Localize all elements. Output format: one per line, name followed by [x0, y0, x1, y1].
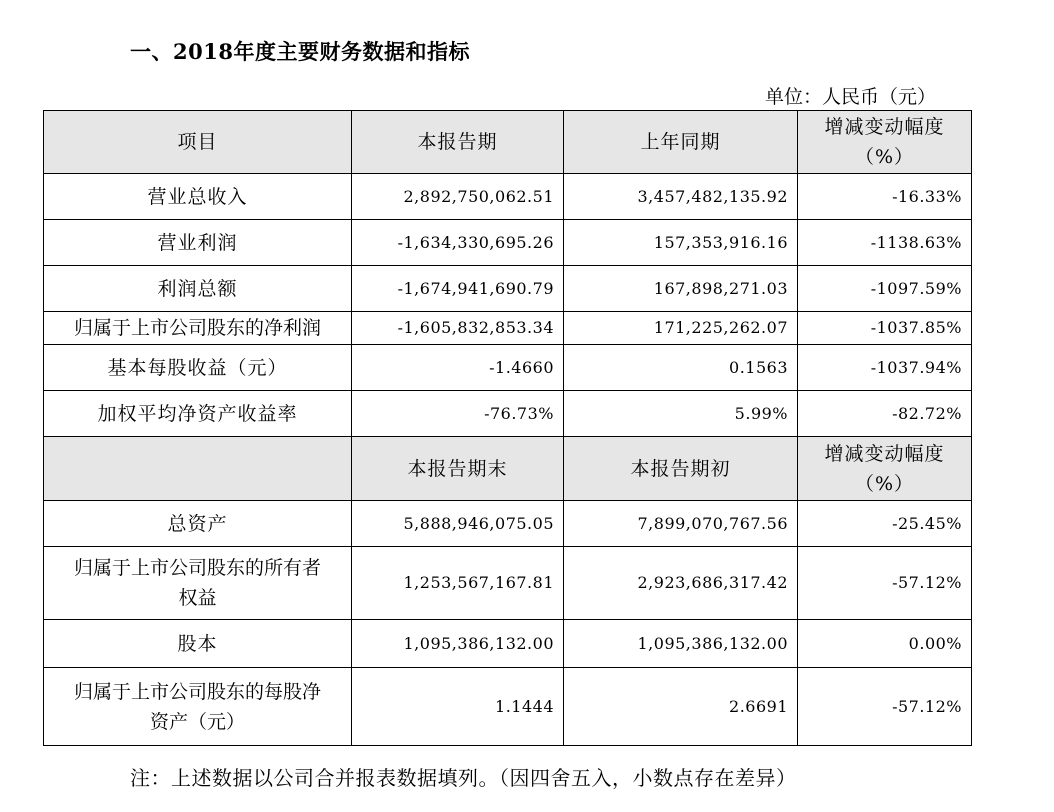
current-value: -1.4660: [352, 345, 564, 391]
current-value: -1,634,330,695.26: [352, 220, 564, 266]
row-label: 利润总额: [44, 266, 352, 312]
row-label-line1: 归属于上市公司股东的每股净: [73, 680, 321, 703]
current-value: 2,892,750,062.51: [352, 174, 564, 220]
row-label: 加权平均净资产收益率: [44, 391, 352, 437]
prior-value: 3,457,482,135.92: [564, 174, 798, 220]
prior-value: 0.1563: [564, 345, 798, 391]
row-label: [44, 668, 352, 746]
current-value: 1,095,386,132.00: [352, 620, 564, 668]
current-value: -1,605,832,853.34: [352, 312, 564, 345]
prior-value: 7,899,070,767.56: [564, 501, 798, 547]
table-row: [44, 312, 972, 345]
row-label: 基本每股收益（元）: [44, 345, 352, 391]
row-label-line1: 股本: [177, 632, 218, 655]
table-row: [44, 220, 972, 266]
section-heading: 一、2018年度主要财务数据和指标: [130, 39, 470, 64]
change-value: -16.33%: [798, 174, 972, 220]
header-change: [798, 437, 972, 501]
header-item: 项目: [44, 111, 352, 174]
prior-value: 2.6691: [564, 668, 798, 746]
row-label-line2: 资产（元）: [149, 710, 245, 733]
change-value: -82.72%: [798, 391, 972, 437]
row-label-line1: 归属于上市公司股东的所有者: [73, 557, 321, 579]
header-prior-period: 上年同期: [564, 111, 798, 174]
change-value: -1097.59%: [798, 266, 972, 312]
table-row: [44, 266, 972, 312]
table-row: [44, 345, 972, 391]
row-label: [44, 620, 352, 668]
footnote: 注：上述数据以公司合并报表数据填列。（因四舍五入，小数点存在差异）: [130, 766, 797, 790]
change-value: -1037.85%: [798, 312, 972, 345]
table-row: [44, 174, 972, 220]
table-header-row: [44, 111, 972, 174]
row-label-line1: 总资产: [167, 512, 228, 535]
header-change-line2: （%）: [854, 146, 915, 168]
header-period-end: 本报告期末: [352, 437, 564, 501]
prior-value: 157,353,916.16: [564, 220, 798, 266]
change-value: -57.12%: [798, 547, 972, 620]
prior-value: 171,225,262.07: [564, 312, 798, 345]
currency-unit: 单位：人民币（元）: [764, 86, 936, 108]
header-change: [798, 111, 972, 174]
row-label: [44, 547, 352, 620]
table-header-row: [44, 437, 972, 501]
change-value: -25.45%: [798, 501, 972, 547]
header-change-line2: （%）: [854, 472, 915, 495]
change-value: 0.00%: [798, 620, 972, 668]
current-value: -76.73%: [352, 391, 564, 437]
prior-value: 167,898,271.03: [564, 266, 798, 312]
row-label: [44, 501, 352, 547]
row-label: 归属于上市公司股东的净利润: [44, 312, 352, 345]
table-row: [44, 668, 972, 746]
current-value: 1,253,567,167.81: [352, 547, 564, 620]
current-value: 5,888,946,075.05: [352, 501, 564, 547]
header-period-start: 本报告期初: [564, 437, 798, 501]
financial-data-table: [43, 110, 972, 746]
table-row: [44, 501, 972, 547]
change-value: -1138.63%: [798, 220, 972, 266]
current-value: 1.1444: [352, 668, 564, 746]
header-change-line1: 增减变动幅度: [824, 442, 945, 465]
header-current-period: 本报告期: [352, 111, 564, 174]
change-value: -57.12%: [798, 668, 972, 746]
table-row: [44, 620, 972, 668]
prior-value: 1,095,386,132.00: [564, 620, 798, 668]
change-value: -1037.94%: [798, 345, 972, 391]
header-item-empty: [44, 437, 352, 501]
prior-value: 2,923,686,317.42: [564, 547, 798, 620]
table-row: [44, 547, 972, 620]
row-label: 营业总收入: [44, 174, 352, 220]
current-value: -1,674,941,690.79: [352, 266, 564, 312]
table-row: [44, 391, 972, 437]
header-change-line1: 增减变动幅度: [824, 116, 945, 138]
row-label: 营业利润: [44, 220, 352, 266]
row-label-line2: 权益: [178, 587, 217, 609]
prior-value: 5.99%: [564, 391, 798, 437]
